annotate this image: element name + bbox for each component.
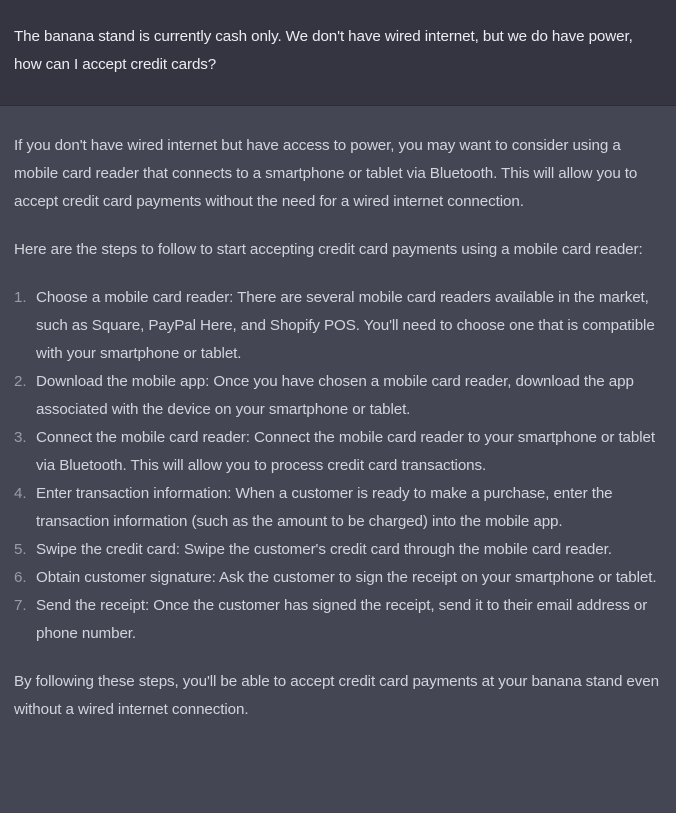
step-text: Enter transaction information: When a customer is ready to make a purchase, enter the transaction information (such as the amount to be charged) into the mobile app. bbox=[36, 485, 613, 530]
step-text: Swipe the credit card: Swipe the customer's credit card through the mobile card reader. bbox=[36, 541, 612, 558]
step-number: 6. bbox=[14, 569, 27, 586]
step-text: Connect the mobile card reader: Connect the mobile card reader to your smartphone or tablet via Bluetooth. This will allow you to process credit card transactions. bbox=[36, 429, 655, 474]
user-message-text: The banana stand is currently cash only. We don't have wired internet, but we do have power, how can I accept credit cards? bbox=[14, 28, 633, 73]
assistant-message-block bbox=[0, 106, 676, 813]
step-number: 7. bbox=[14, 597, 27, 614]
list-item bbox=[14, 368, 668, 424]
user-message-block bbox=[0, 0, 676, 106]
list-item bbox=[14, 592, 668, 648]
step-number: 5. bbox=[14, 541, 27, 558]
step-number: 1. bbox=[14, 289, 27, 306]
list-item bbox=[14, 564, 668, 592]
assistant-intro-paragraph: If you don't have wired internet but have access to power, you may want to consider using a mobile card reader that connects to a smartphone or tablet via Bluetooth. This will allow you to accept credit card payments without the need for a wired internet connection. bbox=[14, 137, 638, 210]
steps-list bbox=[14, 284, 668, 648]
list-item bbox=[14, 284, 668, 368]
assistant-steps-intro: Here are the steps to follow to start accepting credit card payments using a mobile card reader: bbox=[14, 241, 643, 258]
step-number: 3. bbox=[14, 429, 27, 446]
list-item bbox=[14, 536, 668, 564]
step-text: Obtain customer signature: Ask the customer to sign the receipt on your smartphone or tablet. bbox=[36, 569, 657, 586]
step-text: Download the mobile app: Once you have chosen a mobile card reader, download the app associated with the device on your smartphone or tablet. bbox=[36, 373, 634, 418]
step-number: 2. bbox=[14, 373, 27, 390]
list-item bbox=[14, 424, 668, 480]
list-item bbox=[14, 480, 668, 536]
step-text: Choose a mobile card reader: There are several mobile card readers available in the market, such as Square, PayPal Here, and Shopify POS. You'll need to choose one that is compatible with your smartphone or tablet. bbox=[36, 289, 655, 362]
assistant-conclusion-paragraph: By following these steps, you'll be able to accept credit card payments at your banana stand even without a wired internet connection. bbox=[14, 673, 659, 718]
step-number: 4. bbox=[14, 485, 27, 502]
step-text: Send the receipt: Once the customer has signed the receipt, send it to their email address or phone number. bbox=[36, 597, 648, 642]
